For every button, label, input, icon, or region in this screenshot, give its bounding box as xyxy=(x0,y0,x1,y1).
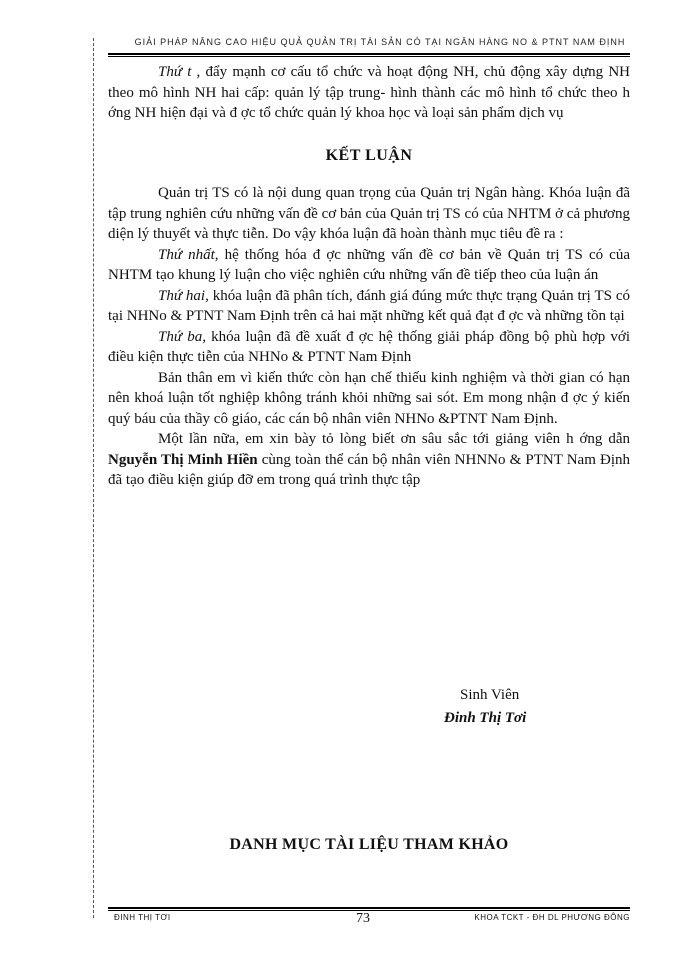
running-header: GIẢI PHÁP NÂNG CAO HIỆU QUẢ QUẢN TRỊ TÀI SẢN CÓ TẠI NGÂN HÀNG NO & PTNT NAM ĐỊNH xyxy=(134,37,626,47)
section-title-ket-luan: KẾT LUẬN xyxy=(325,146,413,164)
paragraph-thu-tu xyxy=(108,62,630,124)
page-footer xyxy=(108,911,630,929)
footer-author: ĐINH THỊ TƠI xyxy=(114,913,171,922)
signature-role: Sinh Viên xyxy=(460,687,520,703)
advisor-name: Nguyễn Thị Minh Hiền xyxy=(108,451,258,468)
point-text: khóa luận đã phân tích, đánh giá đúng mức thực trạng Quản trị TS có tại NHNo & PTNT Nam Định trên cả hai mặt những kết quả đạt đ ợc và những tồn tại xyxy=(108,287,630,324)
point-text: hệ thống hóa đ ợc những vấn đề cơ bản về Quản trị TS có của NHTM tạo khung lý luận cho việc nghiên cứu những vấn đề tiếp theo của luận án xyxy=(108,246,630,283)
paragraph-intro: Quản trị TS có là nội dung quan trọng của Quản trị Ngân hàng. Khóa luận đã tập trung nghiên cứu những vấn đề cơ bản của Quản trị TS có của NHTM ở cả phương diện lý thuyết và thực tiễn. Do vậy khóa luận đã hoàn thành mục tiêu đề ra : xyxy=(108,185,630,242)
point-lead: Thứ ba, xyxy=(158,328,206,345)
references-title: DANH MỤC TÀI LIỆU THAM KHẢO xyxy=(229,836,509,853)
paragraph-closing-2 xyxy=(108,429,630,491)
signature-block xyxy=(430,684,630,730)
point-lead: Thứ hai, xyxy=(158,287,209,304)
closing-text-after: cùng toàn thể cán bộ nhân viên NHNNo & PTNT Nam Định đã tạo điều kiện giúp đỡ em trong quá trình thực tập xyxy=(108,451,631,488)
page-border-dashed xyxy=(93,38,94,918)
header-rule xyxy=(108,53,630,57)
paragraph-text: , đẩy mạnh cơ cấu tổ chức và hoạt động NH, chủ động xây dựng NH theo mô hình NH hai cấp: quản lý tập trung- hình thành các mô hình tổ chức theo h ớng NH hiện đại và đ ợc tổ chức quản lý khoa học và loại sản phẩm dịch vụ xyxy=(108,64,630,121)
page-number: 73 xyxy=(356,911,370,926)
point-lead: Thứ nhất, xyxy=(158,246,219,263)
point-thu-ba xyxy=(108,327,630,368)
signature-name: Đinh Thị Tơi xyxy=(444,710,527,726)
point-thu-hai xyxy=(108,286,630,327)
closing-text-before: Một lần nữa, em xin bày tỏ lòng biết ơn sâu sắc tới giảng viên h ớng dẫn xyxy=(158,431,630,447)
paragraph-lead: Thứ t xyxy=(158,64,192,80)
point-text: khóa luận đã đề xuất đ ợc hệ thống giải pháp đồng bộ phù hợp với điều kiện thực tiễn của NHNo & PTNT Nam Định xyxy=(108,328,630,365)
paragraph-closing-1: Bản thân em vì kiến thức còn hạn chế thiếu kinh nghiệm và thời gian có hạn nên khoá luận tốt nghiệp không tránh khỏi những sai sót. Em mong nhận đ ợc ý kiến quý báu của thầy cô giáo, các cán bộ nhân viên NHNo &PTNT Nam Định. xyxy=(108,369,630,427)
body-text xyxy=(108,62,630,491)
footer-faculty: KHOA TCKT - ĐH DL PHƯƠNG ĐÔNG xyxy=(474,913,630,922)
point-thu-nhat xyxy=(108,245,630,286)
